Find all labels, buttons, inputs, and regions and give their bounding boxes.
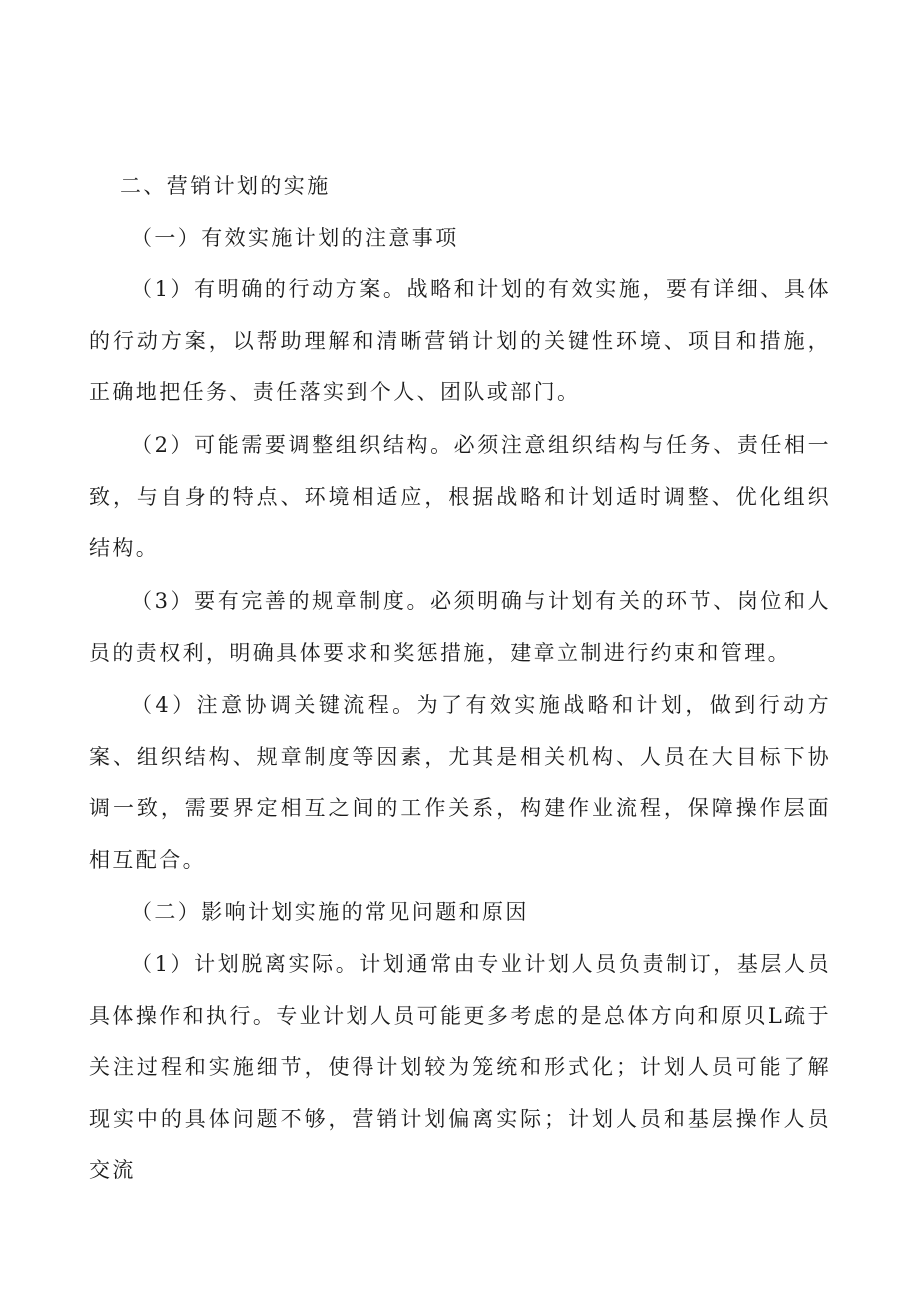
paragraph-rules-system: （3）要有完善的规章制度。必须明确与计划有关的环节、岗位和人员的责权利，明确具体要求和奖惩措施，建章立制进行约束和管理。 (89, 589, 831, 665)
section-title: 二、营销计划的实施 (120, 174, 331, 198)
paragraph-organization-structure: （2）可能需要调整组织结构。必须注意组织结构与任务、责任相一致，与自身的特点、环境相适应，根据战略和计划适时调整、优化组织结构。 (89, 433, 831, 560)
paragraph-plan-deviation: （1）计划脱离实际。计划通常由专业计划人员负责制订，基层人员具体操作和执行。专业计划人员可能更多考虑的是总体方向和原贝L疏于关注过程和实施细节，使得计划较为笼统和形式化；计划人员可能了解现实中的具体问题不够，营销计划偏离实际；计划人员和基层操作人员交流 (89, 952, 831, 1182)
paragraph-action-plan: （1）有明确的行动方案。战略和计划的有效实施，要有详细、具体的行动方案，以帮助理解和清晰营销计划的关键性环境、项目和措施，正确地把任务、责任落实到个人、团队或部门。 (89, 277, 831, 404)
paragraph-key-process: （4）注意协调关键流程。为了有效实施战略和计划，做到行动方案、组织结构、规章制度等因素，尤其是相关机构、人员在大目标下协调一致，需要界定相互之间的工作关系，构建作业流程，保障操作层面相互配合。 (89, 693, 831, 872)
subsection-title-1: （一）有效实施计划的注意事项 (131, 226, 459, 250)
subsection-title-2: （二）影响计划实施的常见问题和原因 (131, 900, 529, 924)
